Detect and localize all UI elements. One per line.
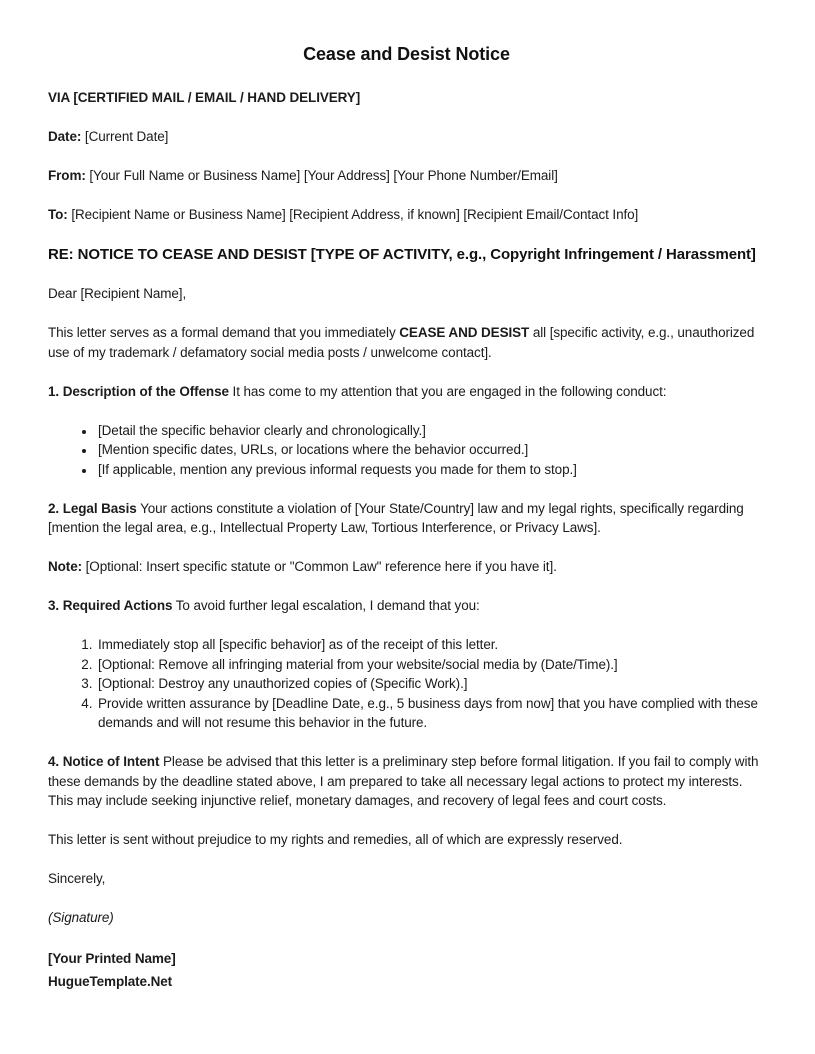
section-1-heading: 1. Description of the Offense bbox=[48, 383, 229, 399]
section-1-text: It has come to my attention that you are engaged in the following conduct: bbox=[228, 383, 667, 399]
closing-line: Sincerely, bbox=[48, 871, 106, 886]
reservation-paragraph: This letter is sent without prejudice to my rights and remedies, all of which are expressly reserved. bbox=[48, 832, 623, 847]
to-label: To: bbox=[48, 207, 68, 222]
printed-name-line: [Your Printed Name] bbox=[48, 951, 176, 966]
section-3-text: To avoid further legal escalation, I demand that you: bbox=[172, 598, 480, 613]
website-credit-line: HugueTemplate.Net bbox=[48, 974, 173, 989]
note-label: Note: bbox=[48, 559, 82, 574]
section-4-text: Please be advised that this letter is a preliminary step before formal litigation. If you fail to comply with these demands by the deadline stated above, I am prepared to take all necessary legal actions to protect my interests. This may include seeking injunctive relief, monetary damages, and recovery of legal fees and court costs. bbox=[48, 754, 759, 808]
section-2-paragraph bbox=[48, 499, 765, 538]
signature-placeholder: (Signature) bbox=[48, 910, 114, 925]
list-item: 2. [Optional: Remove all infringing material from your website/social media by (Date/Time).] bbox=[96, 655, 765, 675]
signature-block bbox=[48, 947, 765, 993]
intro-text-pre: This letter serves as a formal demand that you immediately bbox=[48, 325, 400, 340]
salutation: Dear [Recipient Name], bbox=[48, 286, 187, 301]
section-2-text: Your actions constitute a violation of [Your State/Country] law and my legal rights, specifically regarding [mention the legal area, e.g., Intellectual Property Law, Tortious Interference, or Privacy Laws]. bbox=[48, 500, 744, 535]
intro-cease-desist-emphasis: CEASE AND DESIST bbox=[399, 325, 530, 340]
list-item: 3. [Optional: Destroy any unauthorized copies of (Specific Work).] bbox=[96, 674, 765, 694]
list-item: 1. Immediately stop all [specific behavior] as of the receipt of this letter. bbox=[96, 635, 765, 655]
offense-bullet-list bbox=[48, 421, 765, 480]
note-paragraph bbox=[48, 557, 765, 577]
from-line bbox=[48, 166, 765, 186]
section-3-paragraph bbox=[48, 596, 765, 616]
page-title: Cease and Desist Notice bbox=[303, 44, 510, 64]
from-value: [Your Full Name or Business Name] [Your Address] [Your Phone Number/Email] bbox=[85, 168, 558, 183]
to-value: [Recipient Name or Business Name] [Recipient Address, if known] [Recipient Email/Contact Info] bbox=[67, 207, 639, 222]
list-item: • [Detail the specific behavior clearly and chronologically.] bbox=[96, 421, 765, 441]
section-2-heading: 2. Legal Basis bbox=[48, 500, 137, 516]
date-line bbox=[48, 127, 765, 147]
to-line bbox=[48, 205, 765, 225]
delivery-method-line: VIA [CERTIFIED MAIL / EMAIL / HAND DELIVERY] bbox=[48, 90, 361, 105]
from-label: From: bbox=[48, 168, 86, 183]
list-item: • [If applicable, mention any previous informal requests you made for them to stop.] bbox=[96, 460, 765, 480]
section-1-paragraph bbox=[48, 382, 765, 402]
intro-text-post: all [specific activity, e.g., unauthorized use of my trademark / defamatory social media posts / unwelcome contact]. bbox=[48, 325, 755, 360]
list-item: 4. Provide written assurance by [Deadline Date, e.g., 5 business days from now] that you have complied with these demands and will not resume this behavior in the future. bbox=[96, 694, 765, 733]
section-4-heading: 4. Notice of Intent bbox=[48, 754, 160, 769]
date-value: [Current Date] bbox=[81, 129, 169, 144]
list-item: • [Mention specific dates, URLs, or locations where the behavior occurred.] bbox=[96, 440, 765, 460]
note-text: [Optional: Insert specific statute or "Common Law" reference here if you have it]. bbox=[82, 559, 557, 574]
section-3-heading: 3. Required Actions bbox=[48, 598, 173, 613]
re-subject-heading: RE: NOTICE TO CEASE AND DESIST [TYPE OF ACTIVITY, e.g., Copyright Infringement / Harassment] bbox=[48, 246, 756, 263]
intro-paragraph bbox=[48, 323, 765, 362]
required-actions-list bbox=[48, 635, 765, 733]
date-label: Date: bbox=[48, 129, 82, 144]
section-4-paragraph bbox=[48, 752, 765, 811]
